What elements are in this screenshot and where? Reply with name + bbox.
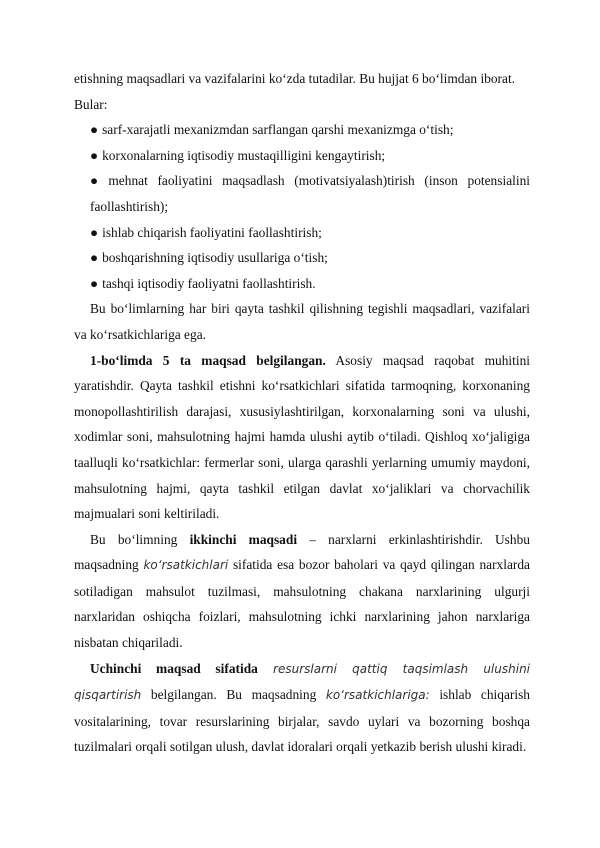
bullet-item [74,220,530,246]
sections-paragraph: Bu boʻlimlarning har biri qayta tashkil qilishning tegishli maqsadlari, vazifalari va koʻrsatkichlariga ega. [74,301,530,342]
goal-one-paragraph [74,348,530,527]
goal-two-italic: koʻrsatkichlari [143,558,229,573]
goal-two-paragraph [74,527,530,656]
bullet-icon: ● [90,147,99,163]
bullet-text: boshqarishning iqtisodiy usullariga oʻtish; [102,250,328,266]
goal-three-italic-1: resurslarni qattiq taqsimlash ulushini qisqartirish [74,661,531,703]
goal-three-post: ishlab chiqarish vositalarining, tovar resurslarining birjalar, savdo uylari va bozorning boshqa tuzilmalari orqali sotilgan ulush, davlat idoralari orqali yetkazib berish ulushi kiradi. [74,687,530,755]
bullet-icon: ● [90,173,105,189]
bullet-text: sarf-xarajatli mexanizmdan sarflangan qarshi mexanizmga oʻtish; [102,122,454,138]
bullet-text: ishlab chiqarish faoliyatini faollashtirish; [102,224,322,240]
goal-two-mid: – narxlarni erkinlashtirishdir. Ushbu maqsadning [74,531,530,573]
goal-two-heading: ikkinchi maqsadi [189,531,298,547]
goal-two-pre: Bu boʻlimning [90,531,190,547]
goal-three-mid: belgilangan. Bu maqsadning [141,687,326,703]
intro-line: etishning maqsadlari va vazifalarini koʻzda tutadilar. Bu hujjat 6 boʻlimdan iborat. [74,71,516,86]
bullet-text: mehnat faoliyatini maqsadlash (motivatsiyalash)tirish (inson potensialini faollashtirish); [90,173,530,214]
goal-three-heading: Uchinchi maqsad sifatida [90,660,258,676]
goal-three-italic-2: koʻrsatkichlariga: [325,688,430,703]
bullet-icon: ● [90,122,99,138]
bullet-item [74,143,530,169]
bullet-item [74,168,530,219]
bullet-item [74,117,530,143]
goal-one-heading: 1-boʻlimda 5 ta maqsad belgilangan. [90,352,326,368]
goal-two-post: sifatida esa bozor baholari va qayd qilingan narxlarda sotiladigan mahsulot tuzilmasi, mahsulotning chakana narxlarining ulgurji narxlaridan oshiqcha foizlari, mahsulotning ichki narxlarining jahon narxlariga nisbatan chiqariladi. [74,557,530,651]
goal-three-paragraph [74,656,530,760]
bullet-icon: ● [90,275,99,291]
bullet-icon: ● [90,224,99,240]
intro-label: Bular: [74,96,108,112]
bullet-item [74,245,530,271]
bullet-icon: ● [90,250,99,266]
goal-one-text: Asosiy maqsad raqobat muhitini yaratishdir. Qayta tashkil etishni koʻrsatkichlari sifatida tarmoqning, korxonaning monopollashtirilish darajasi, xususiylashtirilgan, korxonalarning soni va ulushi, xodimlar soni, mahsulotning hajmi hamda ulushi aytib oʻtiladi. Qishloq xoʻjaligiga taalluqli koʻrsatkichlar: fermerlar soni, ularga qarashli yerlarning umumiy maydoni, mahsulotning hajmi, qayta tashkil etilgan davlat xoʻjaliklari va chorvachilik majmualari soni keltiriladi. [74,352,530,522]
bullet-item [74,271,530,297]
bullet-text: korxonalarning iqtisodiy mustaqilligini kengaytirish; [102,147,386,163]
bullet-text: tashqi iqtisodiy faoliyatni faollashtirish. [102,275,316,291]
